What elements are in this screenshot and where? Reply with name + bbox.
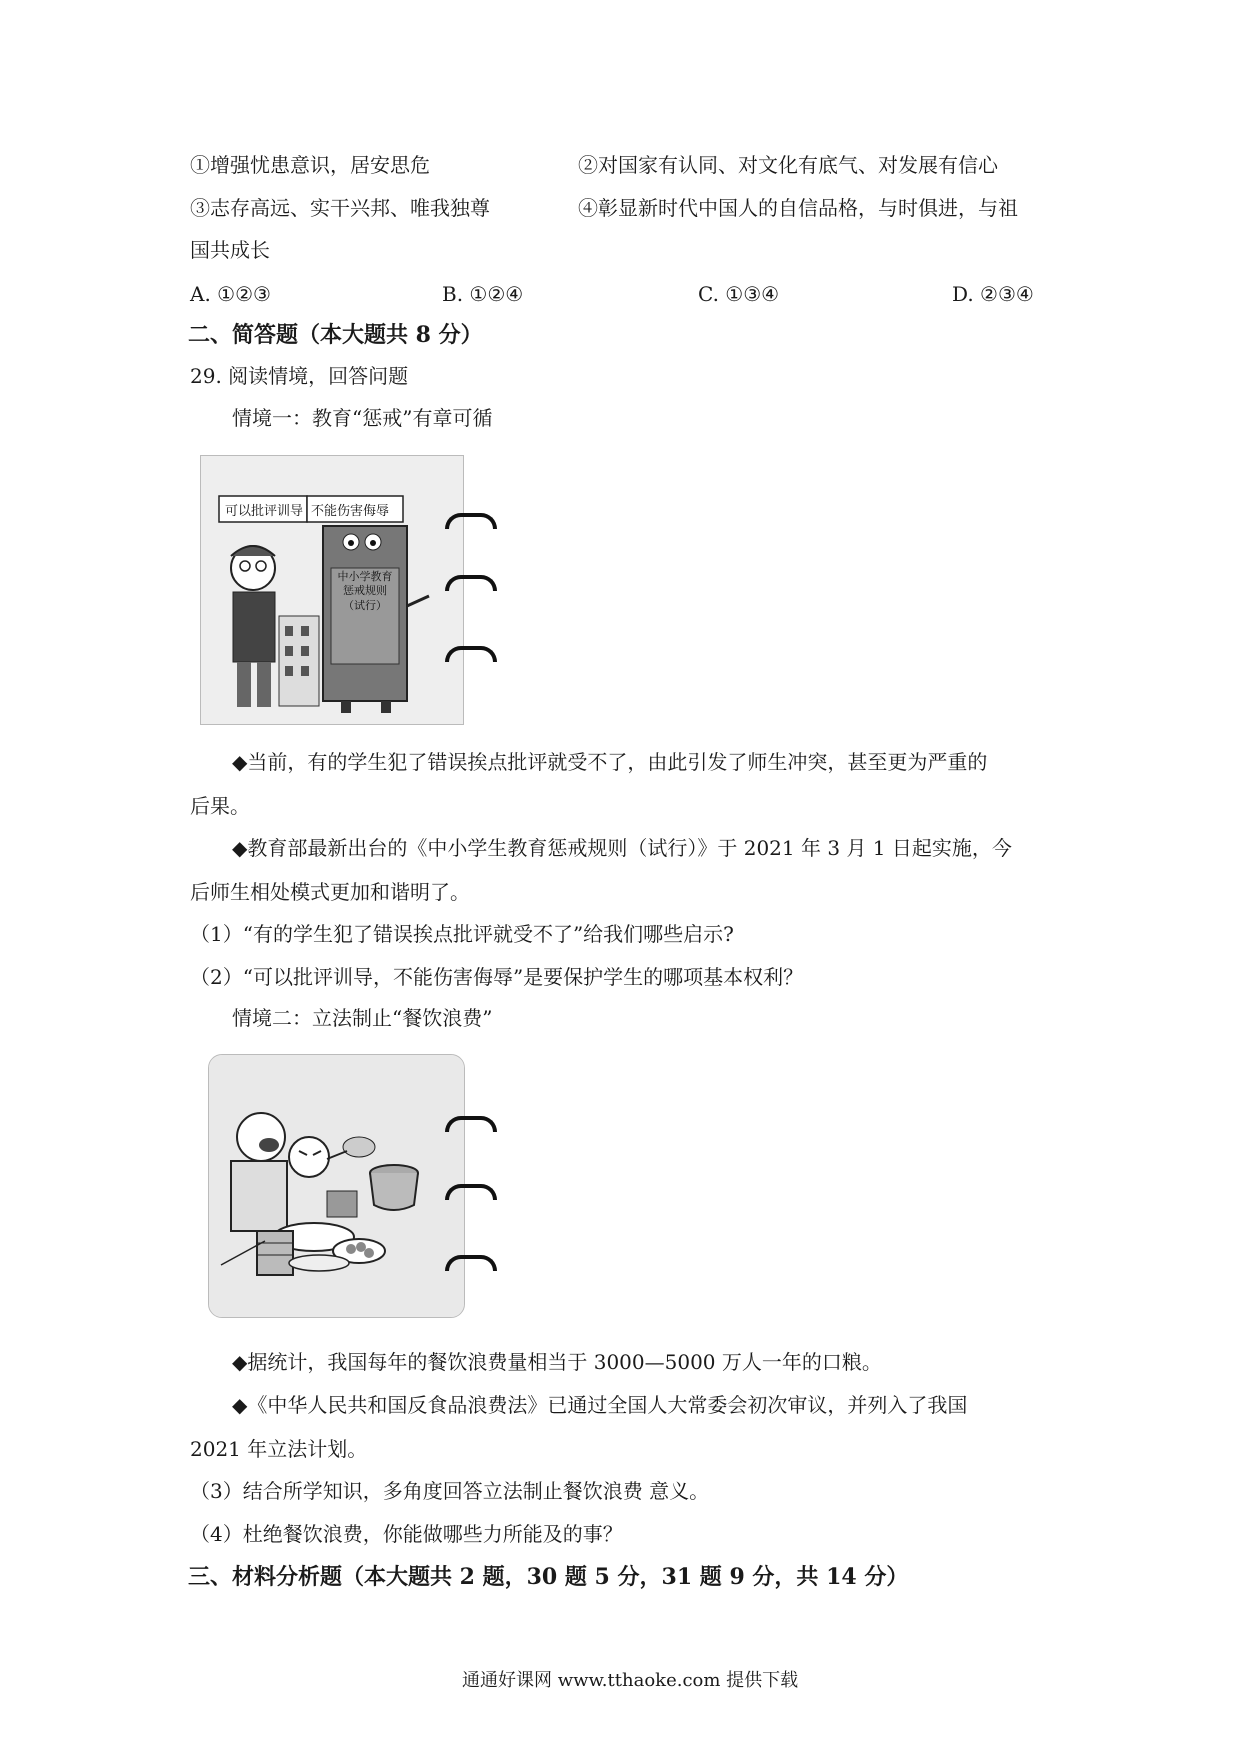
section-2-heading: 二、简答题（本大题共 8 分） [188,322,483,348]
sub-question-1: （1）“有的学生犯了错误挨点批评就受不了”给我们哪些启示? [190,922,734,946]
sub-question-4: （4）杜绝餐饮浪费，你能做哪些力所能及的事？ [190,1522,623,1546]
binder-ring [445,1184,497,1200]
scene-2-paragraph-2-line1: ◆《中华人民共和国反食品浪费法》已通过全国人大常委会初次审议，并列入了我国 [232,1393,968,1417]
cartoon-food-waste [208,1054,465,1318]
scene-1-paragraph-2-line1: ◆教育部最新出台的《中小学生教育惩戒规则（试行）》于 2021 年 3 月 1 日起实施，今 [232,836,1012,860]
scene-2-title: 情境二：立法制止“餐饮浪费” [232,1006,493,1030]
binder-ring [445,513,497,529]
scene-2-paragraph-2-line2: 2021 年立法计划。 [190,1437,368,1461]
scene-1-paragraph-2-line2: 后师生相处模式更加和谐明了。 [190,880,470,904]
diner-head [237,1113,285,1161]
binder-ring [445,646,497,662]
option-2: ②对国家有认同、对文化有底气、对发展有信心 [578,153,998,177]
bubble-left-text: 可以批评训导 [225,504,304,519]
option-1: ①增强忧患意识，居安思危 [190,153,430,177]
choice-b: B. ①②④ [442,282,524,306]
teacher-body [233,592,275,662]
question-29: 29. 阅读情境，回答问题 [190,364,409,388]
scene-1-paragraph-1-line1: ◆当前，有的学生犯了错误挨点批评就受不了，由此引发了师生冲突，甚至更为严重的 [232,750,988,774]
rule-book-title: 中小学教育惩戒规则（试行） [337,570,393,612]
binder-ring [445,1116,497,1132]
binder-ring [445,1255,497,1271]
scene-1-paragraph-1-line2: 后果。 [190,794,250,818]
binder-ring [445,575,497,591]
cartoon-discipline-drawing [201,456,463,724]
cartoon-food-waste-drawing [209,1055,464,1317]
option-3: ③志存高远、实干兴邦、唯我独尊 [190,196,490,220]
choice-a: A. ①②③ [190,282,271,306]
diner-head [289,1137,329,1177]
option-4-line2: 国共成长 [190,238,270,262]
choice-c: C. ①③④ [698,282,780,306]
footer-download-note: 通通好课网 www.tthaoke.com 提供下载 [462,1670,799,1691]
scene-2-paragraph-1: ◆据统计，我国每年的餐饮浪费量相当于 3000—5000 万人一年的口粮。 [232,1350,882,1374]
sub-question-2: （2）“可以批评训导，不能伤害侮辱”是要保护学生的哪项基本权利？ [190,965,804,989]
bubble-right-text: 不能伤害侮辱 [311,504,390,519]
sub-question-3: （3）结合所学知识，多角度回答立法制止餐饮浪费 意义。 [190,1479,710,1503]
section-3-heading: 三、材料分析题（本大题共 2 题，30 题 5 分，31 题 9 分，共 14 分） [188,1564,909,1590]
cartoon-discipline-rules [200,455,464,725]
choice-d: D. ②③④ [952,282,1034,306]
option-4-line1: ④彰显新时代中国人的自信品格，与时俱进，与祖 [578,196,1018,220]
scene-1-title: 情境一：教育“惩戒”有章可循 [232,406,493,430]
